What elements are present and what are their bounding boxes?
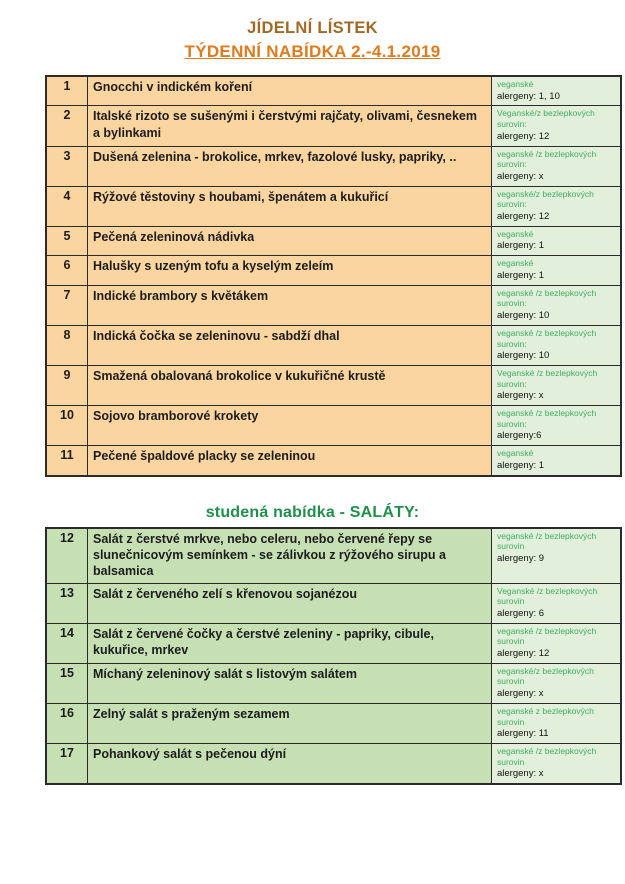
dish-name-cell: Sojovo bramborové krokety (88, 406, 492, 446)
table-row (46, 703, 621, 743)
allergens-label: alergeny: 12 (497, 647, 550, 659)
table-row (46, 528, 621, 583)
allergens-label: alergeny: 10 (497, 310, 550, 321)
dish-name-cell: Salát z červené čočky a čerstvé zeleniny - papriky, cibule, kukuřice, mrkev (88, 623, 492, 663)
allergens-label: alergeny: 11 (497, 728, 549, 740)
page-subtitle: TÝDENNÍ NABÍDKA 2.-4.1.2019 (184, 41, 441, 61)
vegan-label: veganské /z bezlepkových surovin: (497, 148, 597, 170)
allergen-info-cell (492, 528, 622, 583)
allergens-label: alergeny:6 (497, 430, 542, 442)
vegan-label: Veganské /z bezlepkových surovin: (497, 368, 598, 389)
vegan-label: veganské z bezlepkových surovin (497, 705, 594, 727)
row-number-cell: 15 (46, 663, 88, 703)
dish-name-cell: Pohankový salát s pečenou dýní (88, 744, 492, 785)
vegan-label: veganské (497, 448, 534, 459)
dish-name-cell: Indické brambory s květákem (88, 285, 492, 325)
dish-name-cell: Dušená zelenina - brokolice, mrkev, fazolové lusky, papriky, .. (88, 146, 492, 186)
table-row (46, 366, 621, 406)
vegan-label: veganské /z bezlepkových surovin: (497, 287, 597, 309)
table-row (46, 663, 621, 703)
vegan-label: veganské (497, 258, 534, 269)
row-number-cell: 2 (46, 106, 88, 146)
weekly-menu-table (45, 75, 622, 477)
vegan-label: Veganské /z bezlepkových surovin (497, 585, 598, 607)
dish-name-cell: Halušky s uzeným tofu a kyselým zeleím (88, 256, 492, 286)
allergen-info-cell (492, 106, 622, 146)
allergen-info-cell (492, 446, 622, 476)
vegan-label: veganské /z bezlepkových surovin (497, 530, 597, 552)
row-number-cell: 3 (46, 146, 88, 186)
allergens-label: alergeny: x (497, 768, 544, 780)
allergens-label: alergeny: 1 (497, 459, 545, 471)
dish-name-cell: Salát z čerstvé mrkve, nebo celeru, nebo červené řepy se slunečnicovým semínkem - se zálivkou z rýžového sirupu a balsamica (88, 528, 492, 583)
row-number-cell: 13 (46, 583, 88, 623)
allergen-info-cell (492, 663, 622, 703)
allergen-info-cell (492, 146, 622, 186)
row-number-cell: 16 (46, 703, 88, 743)
allergens-label: alergeny: 1, 10 (497, 90, 560, 102)
allergens-label: alergeny: 1 (497, 269, 545, 281)
dish-name-cell: Pečené špaldové placky se zeleninou (88, 446, 492, 476)
table-row (46, 186, 621, 226)
allergen-info-cell (492, 186, 622, 226)
allergen-info-cell (492, 285, 622, 325)
row-number-cell: 17 (46, 744, 88, 785)
allergens-label: alergeny: x (497, 170, 544, 182)
row-number-cell: 7 (46, 285, 88, 325)
table-row (46, 76, 621, 106)
table-row (46, 623, 621, 663)
row-number-cell: 1 (46, 76, 88, 106)
dish-name-cell: Salát z červeného zelí s křenovou sojanézou (88, 583, 492, 623)
table-row (46, 256, 621, 286)
allergens-label: alergeny: x (497, 390, 544, 402)
dish-name-cell: Pečená zeleninová nádivka (88, 226, 492, 256)
salads-table (45, 527, 622, 785)
allergens-label: alergeny: 12 (497, 210, 550, 222)
allergens-label: alergeny: 10 (497, 350, 550, 362)
allergens-label: alergeny: x (497, 688, 544, 699)
row-number-cell: 12 (46, 528, 88, 583)
row-number-cell: 6 (46, 256, 88, 286)
allergen-info-cell (492, 583, 622, 623)
allergens-label: alergeny: 6 (497, 607, 545, 619)
salads-section-title: studená nabídka - SALÁTY: (205, 503, 420, 521)
page-title: JÍDELNÍ LÍSTEK (247, 19, 378, 37)
table-row (46, 583, 621, 623)
allergen-info-cell (492, 256, 622, 286)
allergens-label: alergeny: 1 (497, 240, 545, 252)
dish-name-cell: Míchaný zeleninový salát s listovým salátem (88, 663, 492, 703)
vegan-label: veganské (497, 228, 534, 239)
allergen-info-cell (492, 325, 622, 365)
allergen-info-cell (492, 76, 622, 106)
vegan-label: veganské /z bezlepkových surovin: (497, 327, 597, 349)
row-number-cell: 11 (46, 446, 88, 476)
row-number-cell: 14 (46, 623, 88, 663)
allergen-info-cell (492, 623, 622, 663)
allergen-info-cell (492, 406, 622, 446)
table-row (46, 106, 621, 146)
vegan-label: veganské /z bezlepkových surovin (497, 625, 597, 647)
row-number-cell: 10 (46, 406, 88, 446)
table-row (46, 325, 621, 365)
table-row (46, 744, 621, 785)
allergen-info-cell (492, 703, 622, 743)
table-row (46, 146, 621, 186)
table-row (46, 285, 621, 325)
dish-name-cell: Gnocchi v indickém koření (88, 76, 492, 106)
vegan-label: veganské (497, 78, 534, 89)
table-row (46, 446, 621, 476)
vegan-label: veganské /z bezlepkových surovin: (497, 408, 597, 429)
vegan-label: Veganské/z bezlepkových surovin: (497, 108, 595, 129)
dish-name-cell: Smažená obalovaná brokolice v kukuřičné krustě (88, 366, 492, 406)
table-row (46, 226, 621, 256)
dish-name-cell: Italské rizoto se sušenými i čerstvými rajčaty, olivami, česnekem a bylinkami (88, 106, 492, 146)
allergens-label: alergeny: 9 (497, 553, 545, 564)
allergen-info-cell (492, 744, 622, 785)
vegan-label: veganské/z bezlepkových surovin: (497, 188, 594, 210)
document-header (0, 0, 625, 62)
dish-name-cell: Zelný salát s praženým sezamem (88, 703, 492, 743)
row-number-cell: 5 (46, 226, 88, 256)
allergen-info-cell (492, 366, 622, 406)
dish-name-cell: Indická čočka se zeleninovu - sabdží dhal (88, 325, 492, 365)
vegan-label: veganské /z bezlepkových surovin (497, 746, 597, 767)
row-number-cell: 4 (46, 186, 88, 226)
vegan-label: veganské/z bezlepkových surovin (497, 665, 594, 687)
allergens-label: alergeny: 12 (497, 130, 550, 142)
table-row (46, 406, 621, 446)
row-number-cell: 8 (46, 325, 88, 365)
dish-name-cell: Rýžové těstoviny s houbami, špenátem a kukuřicí (88, 186, 492, 226)
allergen-info-cell (492, 226, 622, 256)
row-number-cell: 9 (46, 366, 88, 406)
